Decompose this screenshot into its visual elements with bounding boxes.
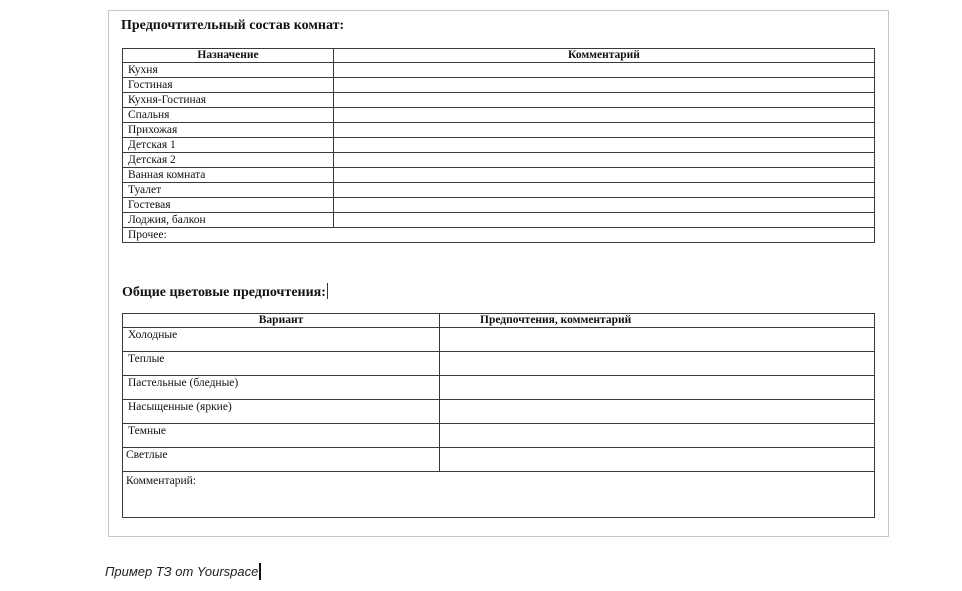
table-row [123, 93, 875, 108]
color-preference-cell[interactable] [440, 376, 875, 400]
table-row [123, 63, 875, 78]
colors-comment-cell[interactable]: Комментарий: [123, 472, 875, 518]
room-comment-cell[interactable] [334, 213, 875, 228]
room-name-cell: Кухня-Гостиная [123, 93, 334, 108]
room-name-cell: Кухня [123, 63, 334, 78]
colors-table [122, 313, 875, 518]
purpose-column-header: Назначение [123, 49, 334, 63]
table-row [123, 328, 875, 352]
variant-column-header: Вариант [123, 314, 440, 328]
color-preference-cell[interactable] [440, 328, 875, 352]
color-preference-cell[interactable] [440, 448, 875, 472]
table-row [123, 108, 875, 123]
room-name-cell: Детская 2 [123, 153, 334, 168]
room-comment-cell[interactable] [334, 123, 875, 138]
table-row [123, 400, 875, 424]
table-row [123, 424, 875, 448]
room-name-cell: Ванная комната [123, 168, 334, 183]
room-comment-cell[interactable] [334, 183, 875, 198]
other-rooms-cell[interactable]: Прочее: [123, 228, 875, 243]
table-row [123, 352, 875, 376]
table-row [123, 168, 875, 183]
table-row [123, 376, 875, 400]
room-comment-cell[interactable] [334, 78, 875, 93]
room-comment-cell[interactable] [334, 198, 875, 213]
color-variant-cell: Светлые [123, 448, 440, 472]
room-name-cell: Лоджия, балкон [123, 213, 334, 228]
document-page [108, 10, 889, 537]
room-name-cell: Спальня [123, 108, 334, 123]
room-comment-cell[interactable] [334, 108, 875, 123]
rooms-table [122, 48, 875, 243]
table-row [123, 183, 875, 198]
room-comment-cell[interactable] [334, 153, 875, 168]
room-name-cell: Детская 1 [123, 138, 334, 153]
color-preference-cell[interactable] [440, 400, 875, 424]
color-variant-cell: Пастельные (бледные) [123, 376, 440, 400]
color-preference-cell[interactable] [440, 424, 875, 448]
preferences-column-header: Предпочтения, комментарий [440, 314, 875, 328]
table-row [123, 138, 875, 153]
image-caption-text: Пример ТЗ от Yourspace [105, 564, 259, 579]
room-name-cell: Гостевая [123, 198, 334, 213]
table-row-comment [123, 472, 875, 518]
table-row [123, 78, 875, 93]
colors-section-title [122, 283, 328, 301]
rooms-section-title: Предпочтительный состав комнат: [121, 18, 345, 33]
rooms-table-header [123, 49, 875, 63]
table-row [123, 213, 875, 228]
color-preference-cell[interactable] [440, 352, 875, 376]
room-name-cell: Гостиная [123, 78, 334, 93]
color-variant-cell: Теплые [123, 352, 440, 376]
room-comment-cell[interactable] [334, 168, 875, 183]
text-cursor [327, 283, 328, 299]
table-row [123, 198, 875, 213]
room-comment-cell[interactable] [334, 138, 875, 153]
table-row [123, 153, 875, 168]
color-variant-cell: Холодные [123, 328, 440, 352]
room-comment-cell[interactable] [334, 93, 875, 108]
text-cursor [259, 563, 261, 580]
colors-table-header [123, 314, 875, 328]
comment-column-header: Комментарий [334, 49, 875, 63]
table-row-other [123, 228, 875, 243]
room-name-cell: Туалет [123, 183, 334, 198]
image-caption [105, 563, 261, 580]
table-row [123, 448, 875, 472]
room-name-cell: Прихожая [123, 123, 334, 138]
room-comment-cell[interactable] [334, 63, 875, 78]
table-row [123, 123, 875, 138]
colors-section-title-text: Общие цветовые предпочтения: [122, 285, 326, 300]
color-variant-cell: Насыщенные (яркие) [123, 400, 440, 424]
color-variant-cell: Темные [123, 424, 440, 448]
